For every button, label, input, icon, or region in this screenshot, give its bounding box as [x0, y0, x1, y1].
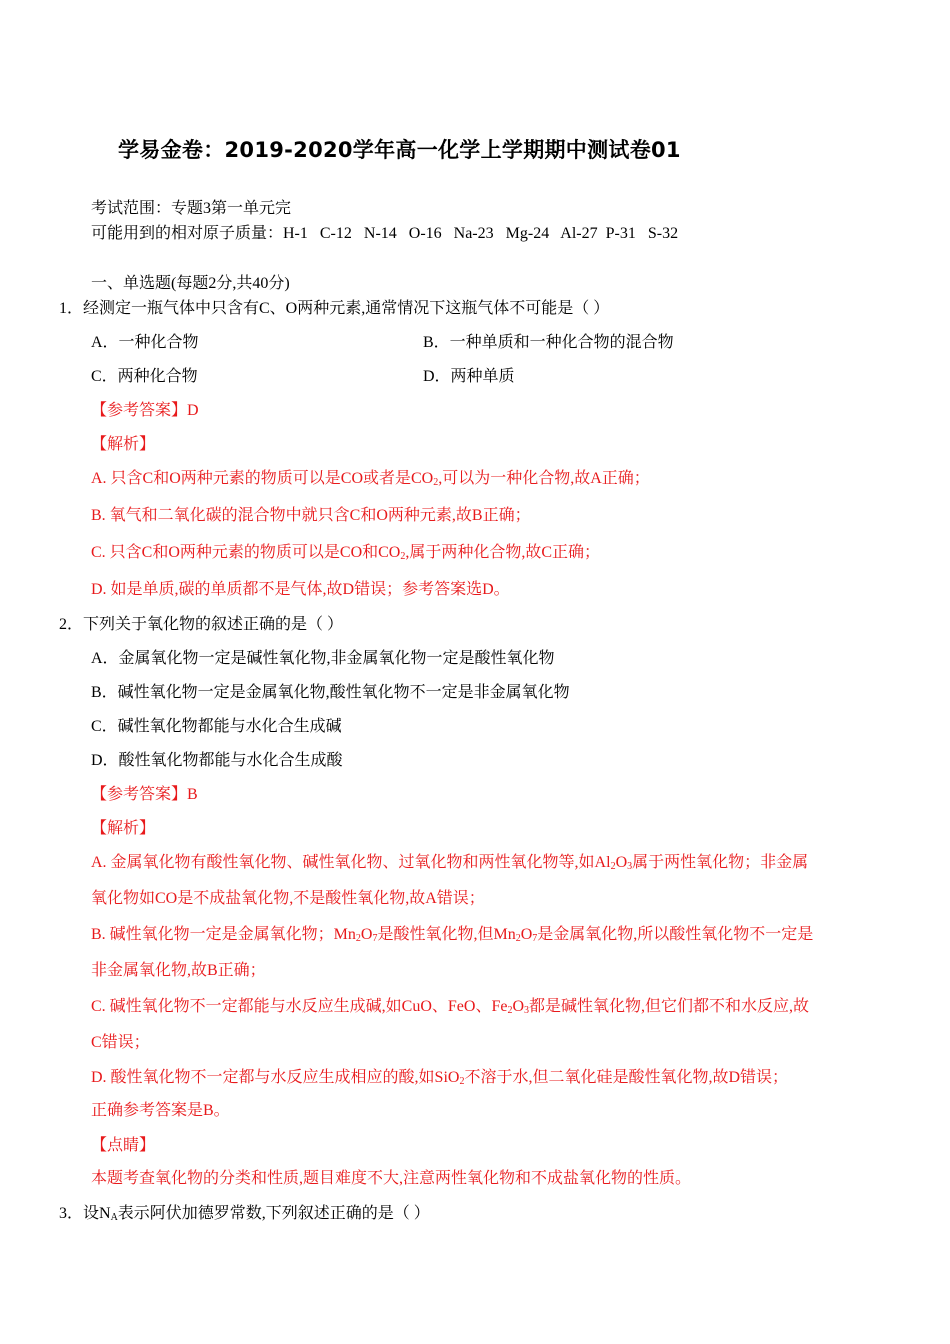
- q2-analysis-label: 【解析】: [91, 820, 156, 837]
- q2-option-c: C．碱性氧化物都能与水化合生成碱: [91, 718, 342, 735]
- q2-analysis-c: C. 碱性氧化物不一定都能与水反应生成碱,如CuO、FeO、$Fe_2O_3$都是碱性氧化物,但它们都不和水反应,故: [91, 998, 810, 1016]
- q2-answer: 【参考答案】B: [91, 786, 198, 803]
- q1-option-c: C．两种化合物: [91, 368, 198, 385]
- exam-scope: 考试范围：专题3第一单元完: [91, 200, 292, 217]
- atomic-masses: 可能用到的相对原子质量：H-1 C-12 N-14 O-16 Na-23 Mg-24 Al-27 P-31 S-32: [91, 225, 679, 242]
- q2-analysis-c-cont: C错误；: [91, 1034, 150, 1051]
- section-heading: 一、单选题(每题2分,共40分): [91, 275, 290, 292]
- q1-option-a: A．一种化合物: [91, 334, 199, 351]
- q2-analysis-a: A. 金属氧化物有酸性氧化物、碱性氧化物、过氧化物和两性氧化物等,如$Al_2O_3$属于两性氧化物；非金属: [91, 854, 809, 872]
- q2-tip-label: 【点睛】: [91, 1137, 156, 1154]
- q1-analysis-c: C. 只含C和O两种元素的物质可以是CO和$CO_2$,属于两种化合物,故C正确；: [91, 544, 601, 562]
- q1-answer: 【参考答案】D: [91, 402, 199, 419]
- q1-analysis-d: D. 如是单质,碳的单质都不是气体,故D错误；参考答案选D。: [91, 581, 510, 598]
- q2-stem: 2．下列关于氧化物的叙述正确的是（ ）: [59, 616, 344, 633]
- q1-analysis-label: 【解析】: [91, 436, 156, 453]
- q2-analysis-a-cont: 氧化物如CO是不成盐氧化物,不是酸性氧化物,故A错误；: [91, 890, 485, 907]
- q2-analysis-conclusion: 正确参考答案是B。: [91, 1102, 230, 1119]
- q2-analysis-d: D. 酸性氧化物不一定都与水反应生成相应的酸,如SiO$_2$不溶于水,但二氧化硅是酸性氧化物,故D错误；: [91, 1069, 789, 1087]
- q1-option-d: D．两种单质: [423, 368, 515, 385]
- q2-option-a: A．金属氧化物一定是碱性氧化物,非金属氧化物一定是酸性氧化物: [91, 650, 555, 667]
- q3-stem: 3．设$N_A$表示阿伏加德罗常数,下列叙述正确的是（ ）: [59, 1205, 430, 1223]
- q1-option-b: B．一种单质和一种化合物的混合物: [423, 334, 674, 351]
- q1-analysis-b: B. 氧气和二氧化碳的混合物中就只含C和O两种元素,故B正确；: [91, 507, 531, 524]
- q2-tip-text: 本题考查氧化物的分类和性质,题目难度不大,注意两性氧化物和不成盐氧化物的性质。: [91, 1170, 692, 1187]
- q2-analysis-b: B. 碱性氧化物一定是金属氧化物；$Mn_2O_7$是酸性氧化物,但$Mn_2O_7$是金属氧化物,所以酸性氧化物不一定是: [91, 926, 814, 944]
- q1-analysis-a: A. 只含C和O两种元素的物质可以是CO或者是$CO_2$,可以为一种化合物,故A正确；: [91, 470, 650, 488]
- q2-analysis-b-cont: 非金属氧化物,故B正确；: [91, 962, 266, 979]
- page-title: 学易金卷：2019-2020学年高一化学上学期期中测试卷01: [118, 138, 681, 162]
- q2-option-d: D．酸性氧化物都能与水化合生成酸: [91, 752, 343, 769]
- q1-stem: 1．经测定一瓶气体中只含有C、O两种元素,通常情况下这瓶气体不可能是（ ）: [59, 300, 610, 317]
- q2-option-b: B．碱性氧化物一定是金属氧化物,酸性氧化物不一定是非金属氧化物: [91, 684, 570, 701]
